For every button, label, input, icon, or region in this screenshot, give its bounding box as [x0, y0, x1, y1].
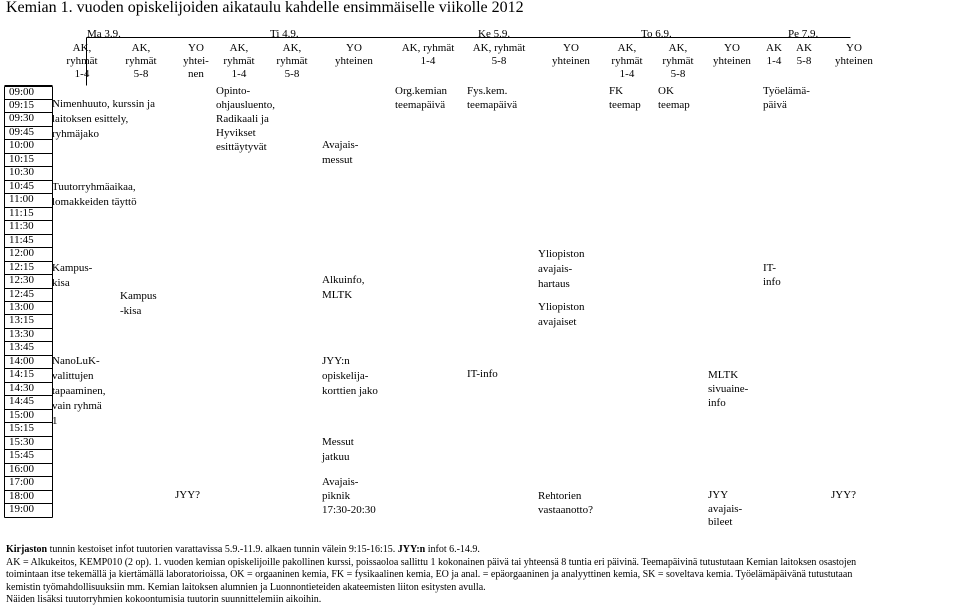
time-label: 12:45 — [9, 288, 35, 300]
group-header-ma-ak58: AK, ryhmät 5-8 — [125, 42, 157, 80]
event-tyoelamapaiva: Työelämä- päivä — [763, 85, 810, 111]
group-header-ke-ak14: AK, ryhmät 1-4 — [401, 42, 455, 67]
time-label: 15:00 — [9, 409, 35, 421]
time-label: 18:00 — [9, 490, 35, 502]
event-messut-jatkuu: Messut jatkuu — [322, 436, 354, 463]
footer-line-ak: AK = Alkukeitos, KEMP010 (2 op). 1. vuoden kemian opiskelijoille pakollinen kurssi, poissaoloa sallittu 1 kokonainen päivä tai yhteensä 8 tuntia eri päivinä. Teemapäivinä tutustutaan Kemian laitoksen osastojen — [6, 556, 857, 568]
time-label: 15:45 — [9, 449, 35, 461]
time-label: 10:15 — [9, 153, 35, 165]
day-header-to: To 6.9. — [641, 28, 672, 40]
footer-notes — [6, 544, 958, 607]
time-label: 09:45 — [9, 126, 35, 138]
event-pe-itinfo: IT- info — [763, 262, 781, 288]
group-header-ti-ak58: AK, ryhmät 5-8 — [276, 42, 308, 80]
footer-jyy-bold: JYY:n — [397, 544, 426, 555]
event-fk-teemapaiva: FK teemap — [609, 85, 641, 111]
group-header-ti-yo: YO yhteinen — [335, 42, 373, 67]
time-label: 13:30 — [9, 328, 35, 340]
event-jyy-avajaisbileet: JYY avajais- bileet — [708, 489, 743, 528]
event-opiskelijakorttien-jako: JYY:n opiskelija- korttien jako — [322, 355, 378, 397]
group-header-to-ak14: AK, ryhmät 1-4 — [611, 42, 643, 80]
time-label: 12:15 — [9, 261, 35, 273]
event-kampuskisa-ak14: Kampus- kisa — [52, 262, 93, 289]
event-ma-jyy: JYY? — [175, 489, 201, 501]
time-label: 13:15 — [9, 314, 35, 326]
day-header-ti: Ti 4.9. — [270, 28, 299, 40]
event-alkuinfo: Alkuinfo, MLTK — [322, 274, 365, 301]
event-kampuskisa-ak58: Kampus -kisa — [120, 290, 157, 317]
event-pe-jyy: JYY? — [831, 489, 857, 501]
time-label: 12:30 — [9, 274, 35, 286]
event-orgkemian-teemapaiva: Org.kemian teemapäivä — [395, 85, 448, 111]
time-label: 19:00 — [9, 503, 35, 515]
event-yliopiston-avajaishartaus: Yliopiston avajais- hartaus — [538, 248, 585, 290]
event-fyskem-teemapaiva: Fys.kem. teemapäivä — [467, 85, 518, 111]
footer-kirjasto-text: tunnin kestoiset infot tuutorien varattavissa 5.9.-11.9. alkaen tunnin välein 9:15-16:15. — [47, 544, 398, 555]
time-label: 09:30 — [9, 112, 35, 124]
day-header-pe: Pe 7.9. — [788, 28, 819, 40]
day-header-ke: Ke 5.9. — [478, 28, 511, 40]
event-yliopiston-avajaiset: Yliopiston avajaiset — [538, 301, 585, 328]
group-header-pe-ak14: AK 1-4 — [766, 42, 782, 67]
event-ok-teemapaiva: OK teemap — [658, 85, 690, 111]
time-label: 14:45 — [9, 395, 35, 407]
event-nanoluk: NanoLuK- valittujen tapaaminen, vain ryhmä 1 — [52, 355, 106, 427]
group-header-ke-ak58: AK, ryhmät 5-8 — [472, 42, 526, 67]
footer-line-teemapaiva: toimintaan itse tekemällä ja kiertämällä laboratorioissa, OK = orgaaninen kemia, FK = fysikaalinen kemia, EO ja anal. = epäorgaaninen ja analyyttinen kemia, SK = soveltava kemia. Työelämäpäivänä tutustutaan — [6, 569, 853, 580]
group-header-ke-yo: YO yhteinen — [552, 42, 590, 67]
day-header-ma: Ma 3.9. — [87, 28, 121, 40]
time-label: 11:00 — [9, 193, 34, 205]
event-tuutorryhmaaika: Tuutorryhmäaikaa, lomakkeiden täyttö — [52, 181, 137, 208]
group-header-pe-ak58: AK 5-8 — [796, 42, 812, 67]
event-rehtorien-vastaanotto: Rehtorien vastaanotto? — [538, 490, 593, 516]
footer-line-kirjasto — [6, 544, 958, 557]
time-label: 11:30 — [9, 220, 34, 232]
footer-kirjasto-bold: Kirjaston — [6, 544, 48, 555]
event-opintoohjausluento: Opinto- ohjausluento, Radikaali ja Hyvikset esittäytyvät — [216, 85, 275, 153]
group-header-ma-yo: YO yhtei- nen — [183, 42, 209, 80]
time-label: 12:00 — [9, 247, 35, 259]
event-avajaismessut: Avajais- messut — [322, 139, 359, 166]
time-label: 11:45 — [9, 234, 34, 246]
footer-line-tyoelama: kemistin työmahdollisuuksiin mm. Kemian laitoksen alumnien ja Luonnontieteiden akateemisten liiton esitysten avulla. — [6, 581, 486, 593]
time-label: 10:45 — [9, 180, 35, 192]
time-label: 13:00 — [9, 301, 35, 313]
group-header-to-ak58: AK, ryhmät 5-8 — [662, 42, 694, 80]
footer-line-tuutorryhmat: Näiden lisäksi tuutorryhmien kokoontumisia tuutorin suunnittelemiin aikoihin. — [6, 594, 322, 605]
time-label: 09:00 — [9, 86, 35, 98]
time-label: 15:30 — [9, 436, 35, 448]
event-ke-itinfo: IT-info — [467, 368, 498, 380]
time-label: 17:00 — [9, 476, 35, 488]
group-header-ma-ak14: AK, ryhmät 1-4 — [66, 42, 98, 80]
group-header-ti-ak14: AK, ryhmät 1-4 — [223, 42, 255, 80]
group-header-to-yo: YO yhteinen — [713, 42, 751, 67]
footer-jyy-text: infot 6.-14.9. — [425, 544, 480, 555]
time-label: 15:15 — [9, 422, 35, 434]
page-title: Kemian 1. vuoden opiskelijoiden aikataulu kahdelle ensimmäiselle viikolle 2012 — [6, 0, 524, 16]
time-label: 13:45 — [9, 341, 35, 353]
time-label: 10:00 — [9, 139, 35, 151]
event-avajaispiknik: Avajais- piknik 17:30-20:30 — [322, 476, 376, 516]
time-label: 10:30 — [9, 166, 35, 178]
time-label: 14:00 — [9, 355, 35, 367]
time-label: 14:30 — [9, 382, 35, 394]
event-nimenhuuto: Nimenhuuto, kurssin ja laitoksen esittely, ryhmäjako — [52, 98, 155, 140]
time-label: 09:15 — [9, 99, 35, 111]
group-header-pe-yo: YO yhteinen — [835, 42, 873, 67]
time-label: 16:00 — [9, 463, 35, 475]
time-label: 14:15 — [9, 368, 35, 380]
event-mltk-sivuaineinfo: MLTK sivuaine- info — [708, 369, 749, 409]
time-label: 11:15 — [9, 207, 34, 219]
